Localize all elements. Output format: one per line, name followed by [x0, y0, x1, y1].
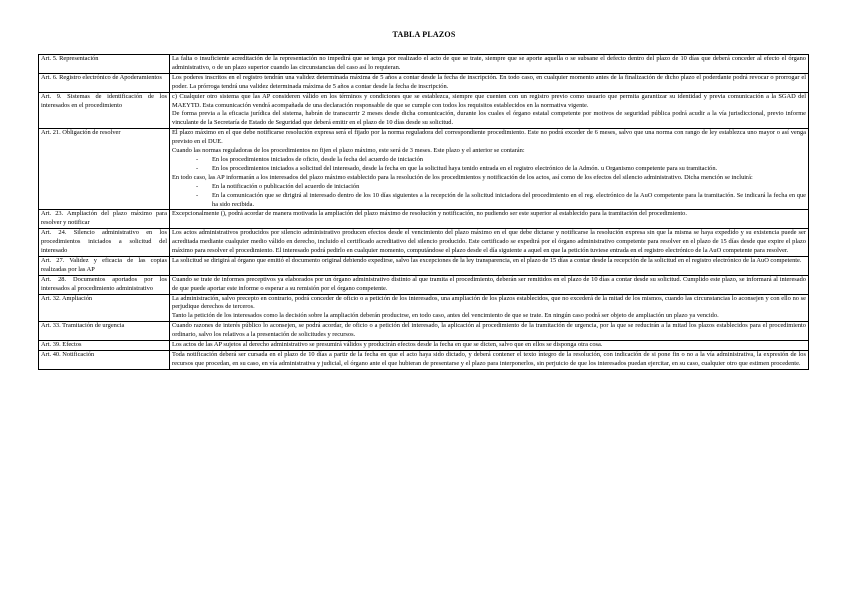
- list-item: - En los procedimientos iniciados de oficio, desde la fecha del acuerdo de iniciación: [172, 156, 806, 165]
- table-row: [39, 210, 809, 229]
- description-cell: [170, 341, 809, 351]
- article-cell: Art. 23. Ampliación del plazo máximo para resolver y notificar: [39, 210, 170, 229]
- list-item: - En la notificación o publicación del acuerdo de iniciación: [172, 183, 806, 192]
- article-cell: Art. 6. Registro electrónico de Apoderamientos: [39, 73, 170, 92]
- description-cell: [170, 73, 809, 92]
- paragraph: La solicitud se dirigirá al órgano que emitió el documento original debiendo expedirse, salvo las excepciones de la ley transparencia, en el plazo de 15 días a contar desde la recepción de la solicitud en el registro electrónico de la AuO competente.: [172, 256, 802, 264]
- table-row: [39, 55, 809, 74]
- list-item: - En la comunicación que se dirigirá al interesado dentro de los 10 días siguientes a la recepción de la solicitud iniciadora del procedimiento en el reg. electrónico de la AuO competente para la tramitación. Se indicará la fecha en que ha sido recibida.: [172, 192, 806, 210]
- article-cell: Art. 40. Notificación: [39, 351, 170, 370]
- article-cell: Art. 9. Sistemas de identificación de los interesados en el procedimiento: [39, 92, 170, 129]
- table-row: [39, 341, 809, 351]
- description-cell: [170, 92, 809, 129]
- paragraph: La falta o insuficiente acreditación de la representación no impedirá que se tenga por realizado el acto de que se trate, siempre que se aporte aquella o se subsane el defecto dentro del plazo de 10 días que deberá conceder al efecto el órgano administrativo, o de un plazo superior cuando las circunstancias del caso así lo requieran.: [172, 55, 806, 71]
- paragraph: En todo caso, las AP informarán a los interesados del plazo máximo establecido para la resolución de los procedimientos y notificación de los actos, así como de los efectos del silencio administrativo. Dicha mención se incluirá:: [172, 173, 753, 181]
- table-row: [39, 73, 809, 92]
- paragraph: c) Cualquier otro sistema que las AP consideren válido en los términos y condiciones que se establezca, siempre que cuenten con un registro previo como usuario que permita garantizar su identidad y previa comunicación a la SGAD del MAEYTD. Esta comunicación vendrá acompañada de una declaración responsable de que se cumple con todos los requisitos establecidos en la normativa vigente.: [172, 92, 806, 109]
- paragraph: Los actos de las AP sujetos al derecho administrativo se presumirá válidos y producirán efectos desde la fecha en que se dicten, salvo que en ellos se disponga otra cosa.: [172, 341, 603, 349]
- paragraph: Excepcionalmente (), podrá acordar de manera motivada la ampliación del plazo máximo de resolución y notificación, no pudiendo ser este superior al establecido para la tramitación del procedimiento.: [172, 210, 687, 218]
- article-cell: Art. 21. Obligación de resolver: [39, 129, 170, 210]
- paragraph: Cuando se trate de informes preceptivos ya elaborados por un órgano administrativo distinto al que tramita el procedimiento, deberán ser remitidos en el plazo de 10 días a contar desde su solicitud. Cumplido este plazo, se informará al interesado de que puede aportar este informe o esperar a su remisión por el órgano competente.: [172, 275, 806, 292]
- paragraph: La administración, salvo precepto en contrario, podrá conceder de oficio o a petición de los interesados, una ampliación de los plazos establecidos, que no excederá de la mitad de los mismos, cuando las circunstancias lo aconsejen y con ello no se perjudique derechos de terceros.: [172, 294, 806, 311]
- paragraph: El plazo máximo en el que debe notificarse resolución expresa será el fijado por la norma reguladora del correspondiente procedimiento. Este no podrá exceder de 6 meses, salvo que una norma con rango de ley establezca uno mayor o así venga previsto en el DUE.: [172, 129, 806, 146]
- description-cell: [170, 351, 809, 370]
- article-cell: Art. 24. Silencio administrativo en los procedimientos iniciados a solicitud del interesado: [39, 229, 170, 257]
- table-row: [39, 256, 809, 275]
- description-cell: [170, 322, 809, 341]
- paragraph: De forma previa a la eficacia jurídica del sistema, habrán de transcurrir 2 meses desde dicha comunicación, durante los cuales el órgano estatal competente por motivos de seguridad pública podrá acudir a la vía jurisdiccional, previo informe vinculante de la Secretaría de Estado de Seguridad que deberá emitir en el plazo de 10 días desde su solicitud.: [172, 110, 806, 127]
- table-row: [39, 275, 809, 294]
- article-cell: Art. 27. Validez y eficacia de las copias realizadas por las AP: [39, 256, 170, 275]
- description-cell: [170, 55, 809, 74]
- description-cell: [170, 275, 809, 294]
- article-cell: Art. 33. Tramitación de urgencia: [39, 322, 170, 341]
- article-cell: Art. 32. Ampliación: [39, 294, 170, 322]
- paragraph: Tanto la petición de los interesados como la decisión sobre la ampliación deberán producirse, en todo caso, antes del vencimiento de que se trate. En ningún caso podrá ser objeto de ampliación un plazo ya vencido.: [172, 312, 719, 320]
- table-row: [39, 229, 809, 257]
- description-cell: [170, 256, 809, 275]
- paragraph: Los poderes inscritos en el registro tendrán una validez determinada máxima de 5 años a contar desde la fecha de inscripción. En todo caso, en cualquier momento antes de la finalización de dicho plazo el poderdante podrá revocar o prorrogar el poder. La prórroga tendrá una validez determinada máxima de 5 años a contar desde la fecha de inscripción.: [172, 73, 806, 90]
- paragraph: Cuando razones de interés público lo aconsejen, se podrá acordar, de oficio o a petición del interesado, la aplicación al procedimiento de la tramitación de urgencia, por la que se reducirán a la mitad los plazos establecidos para el procedimiento ordinario, salvo los relativos a la presentación de solicitudes y recursos.: [172, 322, 806, 339]
- table-row: [39, 294, 809, 322]
- description-cell: [170, 129, 809, 210]
- description-cell: [170, 210, 809, 229]
- list-item: - En los procedimientos iniciados a solicitud del interesado, desde la fecha en que la solicitud haya tenido entrada en el registro electrónico de la Admón. u Organismo competente para su tramitación.: [172, 165, 806, 174]
- table-row: [39, 92, 809, 129]
- article-cell: Art. 28. Documentos aportados por los interesados al procedimiento administrativo: [39, 275, 170, 294]
- table-row: [39, 129, 809, 210]
- paragraph: Cuando las normas reguladoras de los procedimientos no fijen el plazo máximo, este será de 3 meses. Este plazo y el anterior se contarán:: [172, 147, 525, 155]
- article-cell: Art. 39. Efectos: [39, 341, 170, 351]
- description-cell: [170, 229, 809, 257]
- table-row: [39, 322, 809, 341]
- plazos-table: [38, 54, 809, 370]
- article-cell: Art. 5. Representación: [39, 55, 170, 74]
- paragraph: Los actos administrativos producidos por silencio administrativo producen efectos desde el vencimiento del plazo máximo en el que debe dictarse y notificarse la resolución expresa sin que la misma se haya expedido y su existencia puede ser acreditada mediante cualquier medio válido en derecho, incluido el certificado acreditativo del silencio producido. Este certificado se expedirá por el órgano administrativo competente para resolver en el plazo de 15 días desde que expire el plazo máximo para resolver el procedimiento. El interesado podrá pedirlo en cualquier momento, computándose el plazo desde el día siguiente a aquel en que la petición tuviese entrada en el registro electrónico de la AuO competente para resolver.: [172, 229, 806, 255]
- description-cell: [170, 294, 809, 322]
- table-row: [39, 351, 809, 370]
- paragraph: Toda notificación deberá ser cursada en el plazo de 10 días a partir de la fecha en que el acto haya sido dictado, y deberá contener el texto íntegro de la resolución, con indicación de si pone fin o no a la vía administrativa, la expresión de los recursos que procedan, en su caso, en vía administrativa y judicial, el órgano ante el que hubieran de presentarse y el plazo para interponerlos, sin perjuicio de que los interesados puedan ejercitar, en su caso, cualquier otro que estimen procedente.: [172, 351, 806, 367]
- page-title: TABLA PLAZOS: [392, 30, 456, 39]
